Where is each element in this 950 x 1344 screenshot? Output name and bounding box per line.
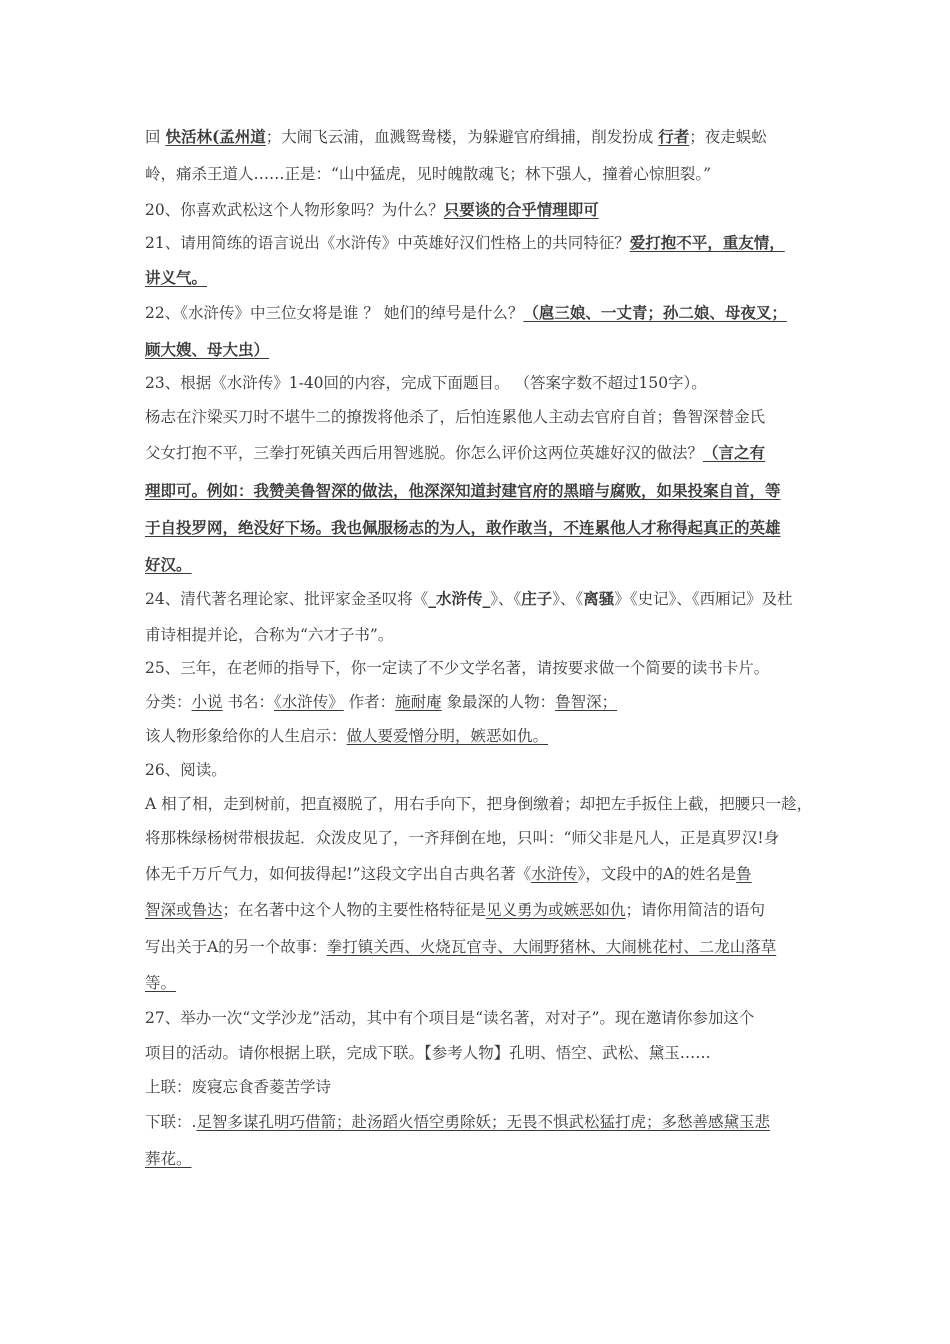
answer-text: 鲁 — [736, 865, 752, 883]
text-line — [145, 481, 781, 501]
text-line — [145, 864, 752, 884]
answer-text: （言之有 — [703, 443, 766, 462]
answer-text: 小说 — [191, 693, 223, 711]
text-line — [145, 127, 767, 147]
text-segment: 回 — [145, 128, 166, 146]
text-segment: 24、清代著名理论家、批评家金圣叹将《 — [145, 590, 429, 608]
text-segment: ；大闹飞云浦，血溅鸳鸯楼，为躲避官府缉捕，削发扮成 — [265, 128, 659, 146]
answer-text: 理即可。例如：我赞美鲁智深的做法，他深深知道封建官府的黑暗与腐败，如果投案自首，等 — [145, 481, 781, 500]
text-segment: 26、阅读。 — [145, 761, 227, 779]
text-line — [145, 658, 769, 678]
text-segment: 》、《 — [490, 590, 522, 608]
text-segment: 项目的活动。请你根据上联，完成下联。【参考人物】孔明、悟空、武松、黛玉…… — [145, 1044, 711, 1062]
answer-text: 于自投罗网，绝没好下场。我也佩服杨志的为人，敢作敢当，不连累他人才称得起真正的英雄 — [145, 518, 781, 537]
text-line — [145, 625, 393, 645]
text-segment: 23、根据《水浒传》1-40回的内容，完成下面题目。 （答案字数不超过150字）。 — [145, 374, 707, 392]
text-segment: 父女打抱不平，三拳打死镇关西后用智逃脱。你怎么评价这两位英雄好汉的做法？ — [145, 444, 704, 462]
text-segment: _水浒传_ — [428, 589, 491, 608]
text-line — [145, 726, 548, 746]
text-segment: A 相了相，走到树前，把直裰脱了，用右手向下，把身倒缴着；却把左手扳住上截，把腰只一趁， — [145, 795, 813, 813]
text-line — [145, 760, 227, 780]
answer-text: 施耐庵 — [395, 693, 442, 711]
answer-text: 爱打抱不平，重友情， — [629, 233, 785, 252]
text-segment: 22、《水浒传》中三位女将是谁 ？ 她们的绰号是什么？ — [145, 304, 524, 322]
text-segment: 甫诗相提并论，合称为“六才子书”。 — [145, 626, 394, 644]
answer-text: 讲义气。 — [145, 268, 208, 287]
text-segment: 》、《 — [552, 590, 584, 608]
text-segment: ；请你用简洁的语句 — [625, 901, 766, 919]
text-line — [145, 200, 599, 220]
text-line — [145, 303, 787, 323]
text-line — [145, 973, 176, 993]
text-segment: 下联：. — [145, 1113, 197, 1131]
text-segment: 体无千万斤气力，如何拔得起!”这段文字出自古典名著《 — [145, 865, 532, 883]
answer-text: 足智多谋孔明巧借箭；赴汤蹈火悟空勇除妖；无畏不惧武松猛打虎；多愁善感黛玉悲 — [196, 1113, 770, 1131]
text-segment: 书名： — [222, 693, 274, 711]
text-line — [145, 443, 765, 463]
text-line — [145, 937, 776, 957]
text-segment: 离骚 — [583, 589, 615, 608]
text-segment: 27、举办一次“文学沙龙”活动，其中有个项目是“读名著，对对子”。现在邀请你参加这个 — [145, 1009, 755, 1027]
text-segment: 岭，痛杀王道人……正是：“山中猛虎，见时魄散魂飞；林下强人，撞着心惊胆裂。” — [145, 165, 712, 183]
answer-text: 智深或鲁达 — [145, 901, 223, 919]
text-line — [145, 233, 785, 253]
text-line — [145, 1008, 754, 1028]
answer-text: 行者 — [658, 127, 690, 146]
text-line — [145, 828, 779, 848]
text-segment: ；夜走蜈蚣 — [689, 128, 767, 146]
answer-text: 做人要爱憎分明，嫉恶如仇。 — [346, 727, 549, 745]
text-line — [145, 407, 765, 427]
answer-text: （扈三娘、一丈青；孙二娘、母夜叉； — [523, 303, 787, 322]
text-segment: 将那株绿杨树带根拔起．众泼皮见了，一齐拜倒在地，只叫：“师父非是凡人，正是真罗汉!身 — [145, 829, 780, 847]
text-segment: 21、请用简练的语言说出《水浒传》中英雄好汉们性格上的共同特征？ — [145, 234, 630, 252]
answer-text: 见义勇为或嫉恶如仇 — [486, 901, 626, 919]
text-line — [145, 1149, 192, 1169]
text-line — [145, 1043, 711, 1063]
answer-text: 快活林(孟州道 — [165, 127, 266, 146]
text-segment: 该人物形象给你的人生启示： — [145, 727, 347, 745]
text-line — [145, 589, 793, 609]
text-segment: 分类： — [145, 693, 192, 711]
answer-text: 只要谈的合乎情理即可 — [443, 200, 599, 219]
text-segment: 》，文段中的A的姓名是 — [577, 865, 737, 883]
answer-text: 等。 — [145, 974, 177, 992]
answer-text: 葬花。 — [145, 1150, 192, 1168]
answer-text: 鲁智深； — [555, 693, 618, 711]
text-line — [145, 1112, 770, 1132]
text-segment: 20、你喜欢武松这个人物形象吗？为什么？ — [145, 201, 444, 219]
text-line — [145, 518, 781, 538]
text-segment: 庄子 — [521, 589, 553, 608]
text-segment: 25、三年，在老师的指导下，你一定读了不少文学名著，请按要求做一个简要的读书卡片。 — [145, 659, 770, 677]
text-line — [145, 794, 812, 814]
text-line — [145, 692, 617, 712]
text-segment: 象最深的人物： — [441, 693, 556, 711]
text-line — [145, 373, 707, 393]
answer-text: 《水浒传》 — [273, 693, 344, 711]
text-line — [145, 1077, 331, 1097]
text-line — [145, 555, 192, 575]
answer-text: 水浒传 — [531, 865, 578, 883]
text-segment: 写出关于A的另一个故事： — [145, 938, 327, 956]
text-line — [145, 340, 269, 360]
answer-text: 顾大嫂、母大虫） — [145, 340, 270, 359]
answer-text: 拳打镇关西、火烧瓦官寺、大闹野猪林、大闹桃花村、二龙山落草 — [326, 938, 777, 956]
answer-text: 好汉。 — [145, 555, 192, 574]
text-segment: 杨志在汴梁买刀时不堪牛二的撩拨将他杀了，后怕连累他人主动去官府自首；鲁智深替金氏 — [145, 408, 766, 426]
text-segment: ；在名著中这个人物的主要性格特征是 — [222, 901, 487, 919]
text-segment: 作者： — [343, 693, 396, 711]
text-segment: 》《史记》、《西厢记》及杜 — [614, 590, 793, 608]
text-segment: 上联：废寝忘食香菱苦学诗 — [145, 1078, 332, 1096]
text-line — [145, 900, 765, 920]
text-line — [145, 164, 711, 184]
text-line — [145, 268, 207, 288]
